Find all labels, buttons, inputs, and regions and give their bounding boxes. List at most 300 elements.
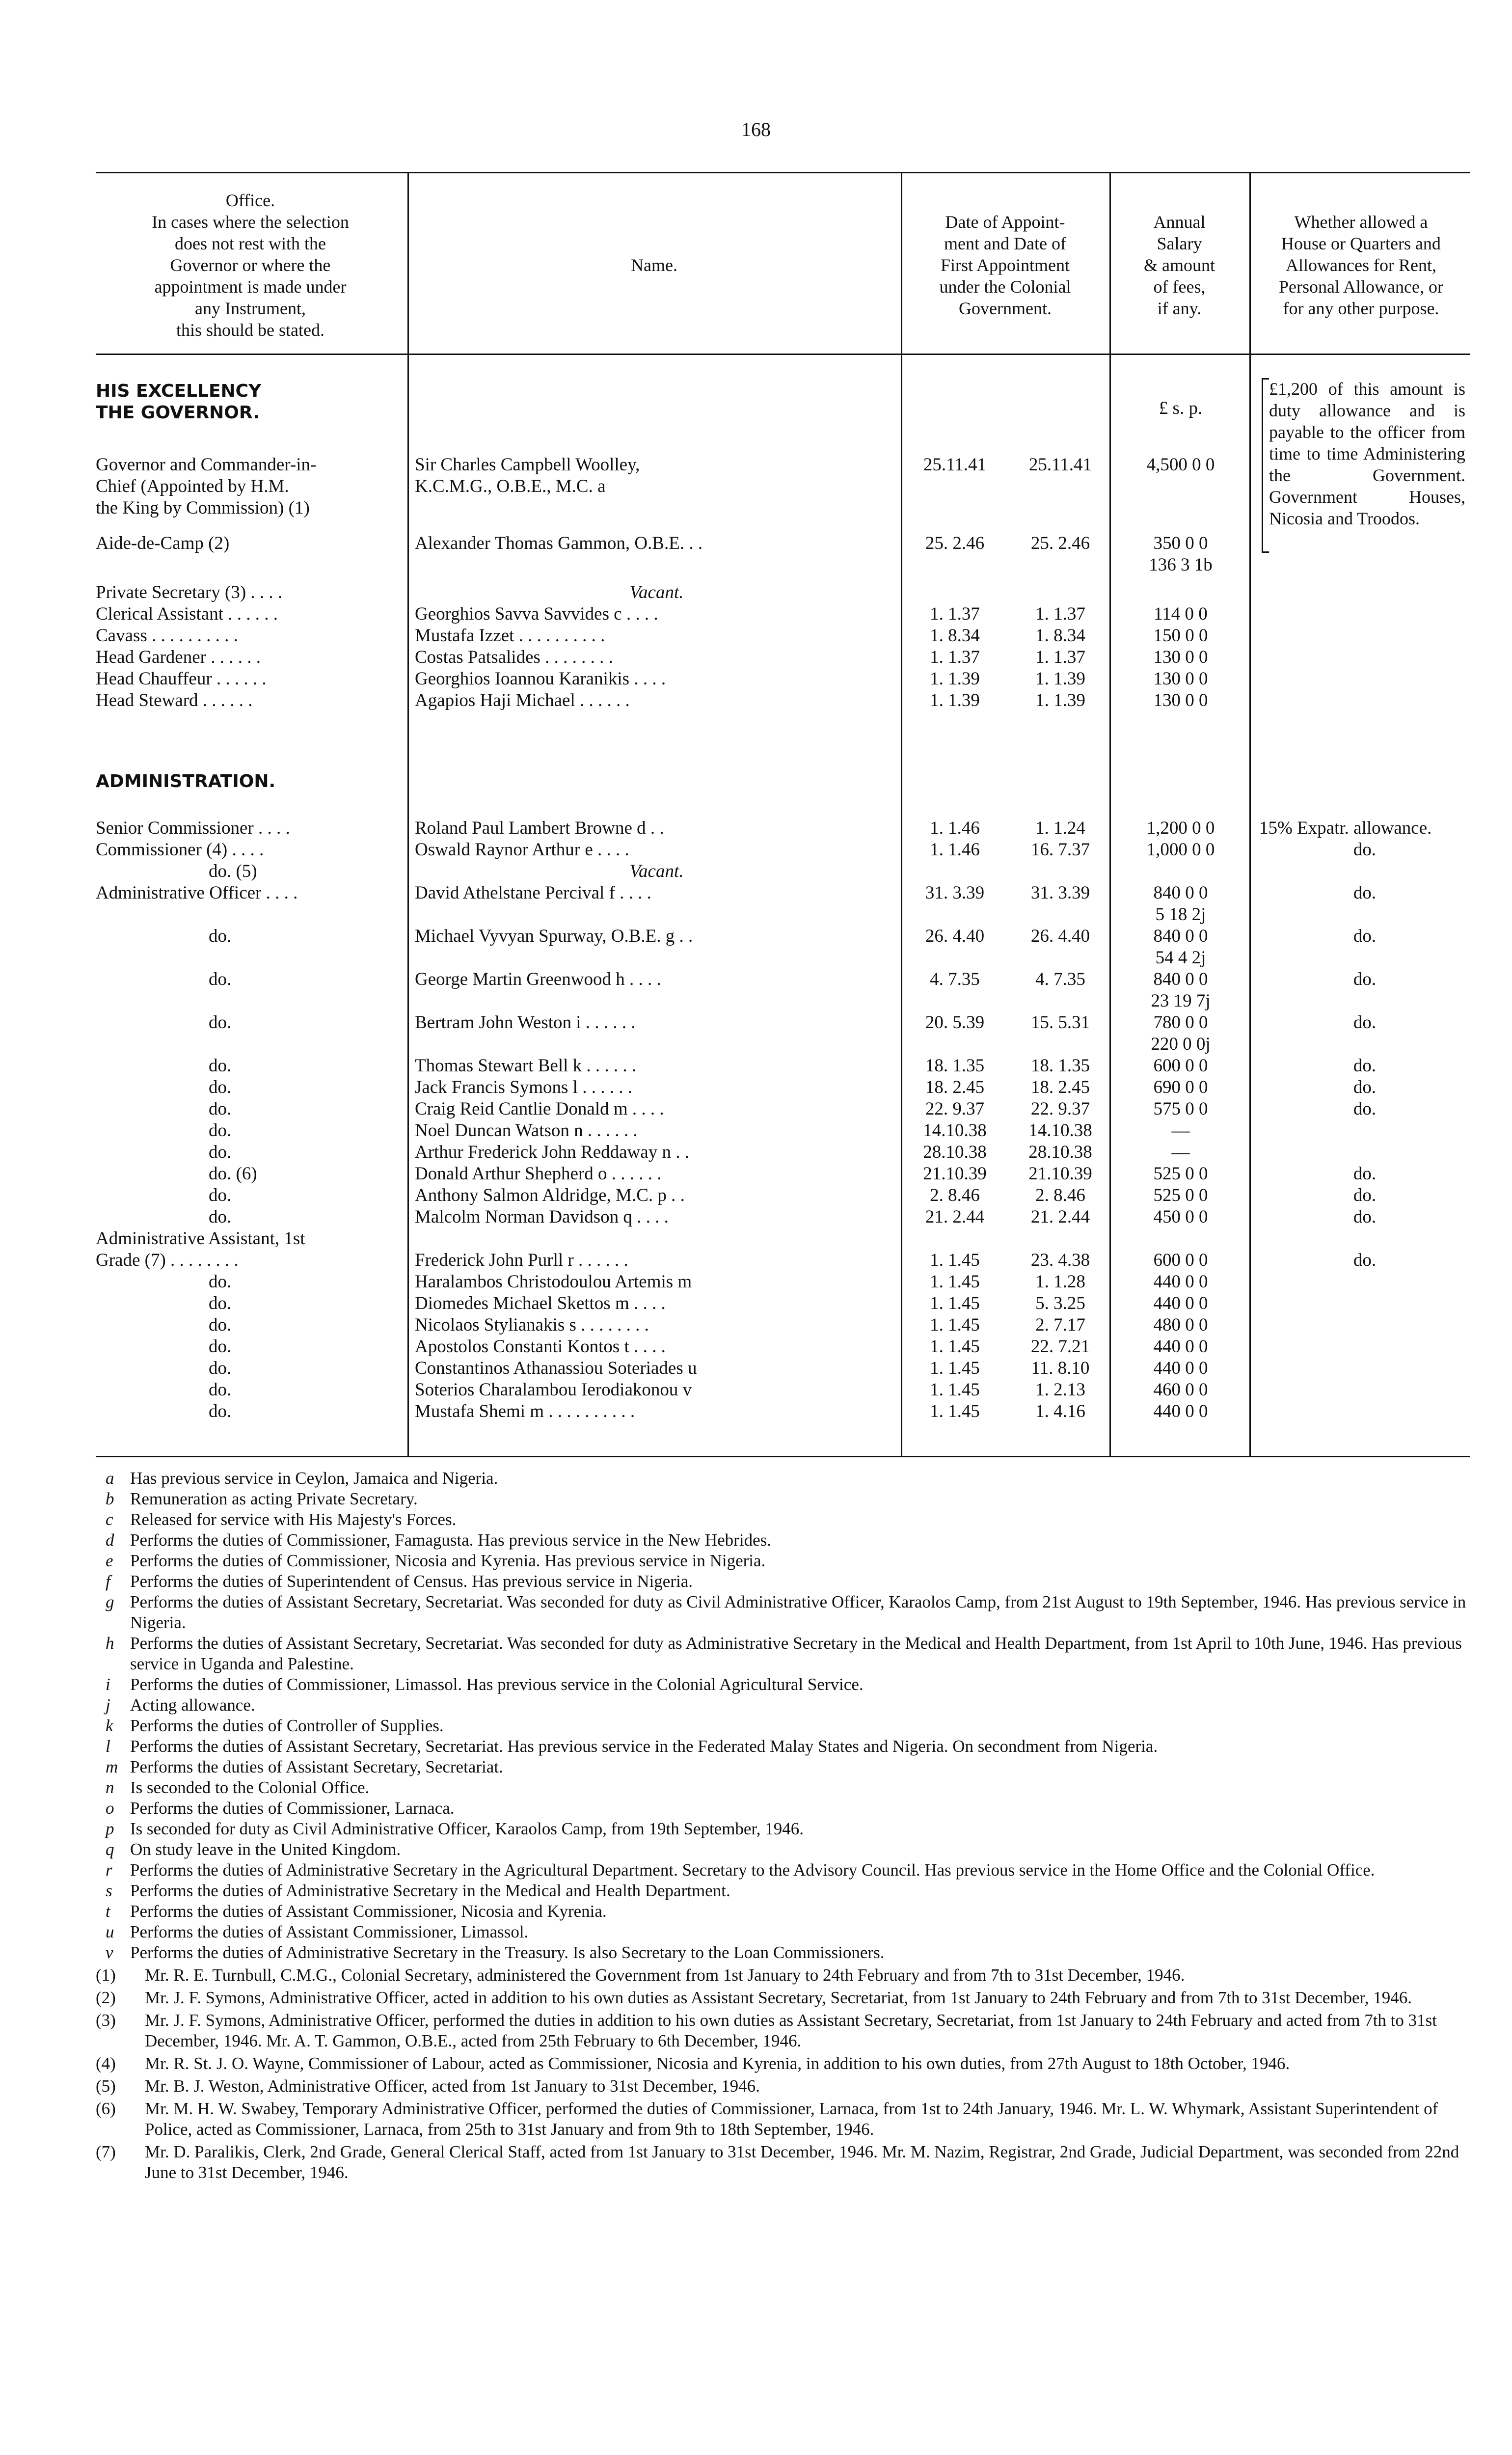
allowance-cell: do. bbox=[1353, 840, 1377, 860]
office-cell: Head Gardener . . . . . . bbox=[96, 647, 261, 667]
footnote bbox=[96, 1530, 1470, 1551]
first-appointment-date-cell: 18. 1.35 bbox=[1030, 1056, 1090, 1076]
name-cell: Oswald Raynor Arthur e . . . . bbox=[415, 840, 629, 860]
name-cell: Craig Reid Cantlie Donald m . . . . bbox=[415, 1099, 664, 1119]
appointment-date-cell: 1. 1.39 bbox=[930, 669, 980, 689]
header-name: Name. bbox=[631, 255, 677, 275]
allowance-cell: do. bbox=[1353, 1099, 1377, 1119]
footnote-text: On study leave in the United Kingdom. bbox=[130, 1840, 401, 1859]
footnote bbox=[96, 1489, 1470, 1509]
allowance-cell: do. bbox=[1353, 883, 1377, 903]
office-cell: Senior Commissioner . . . . bbox=[96, 818, 290, 838]
footnote bbox=[96, 1965, 1470, 1986]
first-appointment-date-cell: 14.10.38 bbox=[1028, 1120, 1092, 1141]
office-cell: do. bbox=[209, 1207, 232, 1227]
first-appointment-date-cell: 5. 3.25 bbox=[1035, 1293, 1085, 1313]
table-row bbox=[96, 882, 1470, 904]
appointment-date-cell: 1. 1.45 bbox=[930, 1293, 980, 1313]
footnote-text: Performs the duties of Assistant Secretary, Secretariat. Was seconded for duty as Civil Administrative Officer, Karaolos Camp, from 21st August to 19th September, 1946. Has previous service in Nigeria. bbox=[130, 1592, 1466, 1632]
allowance-cell: do. bbox=[1353, 1250, 1377, 1270]
footnote-text: Performs the duties of Assistant Secretary, Secretariat. Was seconded for duty as Administrative Secretary in the Medical and Health Department, from 1st April to 10th June, 1946. Has previous service in Uganda and Palestine. bbox=[130, 1634, 1462, 1673]
first-appointment-date-cell: 23. 4.38 bbox=[1030, 1250, 1090, 1270]
salary-cell: 130 0 0 bbox=[1153, 669, 1208, 689]
salary-cell: — bbox=[1171, 1142, 1190, 1162]
footnote-text: Performs the duties of Commissioner, Famagusta. Has previous service in the New Hebrides. bbox=[130, 1530, 771, 1550]
table-row bbox=[96, 533, 1470, 554]
footnote-marker: e bbox=[106, 1551, 113, 1570]
page-number: 168 bbox=[741, 118, 771, 140]
footnote bbox=[96, 1509, 1470, 1530]
appointment-date-cell: 1. 1.45 bbox=[930, 1358, 980, 1378]
footnote-marker: g bbox=[106, 1592, 114, 1611]
office-cell: do. bbox=[209, 1337, 232, 1357]
footnote-marker: (1) bbox=[96, 1965, 116, 1985]
table-row bbox=[96, 1314, 1470, 1336]
footnote bbox=[96, 1881, 1470, 1901]
office-cell: do. bbox=[209, 1315, 232, 1335]
appointment-date-cell: 21. 2.44 bbox=[925, 1207, 985, 1227]
salary-cell: 840 0 0 bbox=[1153, 926, 1208, 946]
name-cell: Michael Vyvyan Spurway, O.B.E. g . . bbox=[415, 926, 693, 946]
footnote-text: Released for service with His Majesty's Forces. bbox=[130, 1510, 457, 1529]
name-cell: Vacant. bbox=[629, 582, 684, 602]
table-row bbox=[96, 947, 1470, 969]
appointment-date-cell: 14.10.38 bbox=[923, 1120, 987, 1141]
office-cell: Chief (Appointed by H.M. bbox=[96, 476, 289, 496]
salary-cell: 600 0 0 bbox=[1153, 1056, 1208, 1076]
salary-cell: 1,000 0 0 bbox=[1146, 840, 1215, 860]
appointment-date-cell: 18. 1.35 bbox=[925, 1056, 985, 1076]
footnote-marker: q bbox=[106, 1840, 114, 1859]
table-row bbox=[96, 454, 1470, 476]
salary-cell: 450 0 0 bbox=[1153, 1207, 1208, 1227]
salary-cell: 780 0 0 bbox=[1153, 1012, 1208, 1033]
footnote-text: Acting allowance. bbox=[130, 1695, 255, 1715]
footnote-marker: f bbox=[106, 1572, 110, 1591]
table-row bbox=[96, 1034, 1470, 1055]
footnote-text: Performs the duties of Assistant Commissioner, Limassol. bbox=[130, 1922, 529, 1941]
office-cell: do. (6) bbox=[209, 1164, 257, 1184]
first-appointment-date-cell: 15. 5.31 bbox=[1030, 1012, 1090, 1033]
footnote-marker: d bbox=[106, 1530, 114, 1550]
table-row bbox=[96, 1293, 1470, 1314]
appointment-date-cell: 21.10.39 bbox=[923, 1164, 987, 1184]
table-row bbox=[96, 818, 1470, 839]
appointment-date-cell: 1. 1.45 bbox=[930, 1401, 980, 1421]
footnote bbox=[96, 1736, 1470, 1757]
office-cell: Administrative Assistant, 1st bbox=[96, 1228, 305, 1249]
footnote-marker: v bbox=[106, 1943, 113, 1962]
office-cell: Head Chauffeur . . . . . . bbox=[96, 669, 267, 689]
allowance-cell: do. bbox=[1353, 1077, 1377, 1097]
name-cell: Malcolm Norman Davidson q . . . . bbox=[415, 1207, 669, 1227]
footnote-marker: n bbox=[106, 1778, 114, 1797]
footnote-text: Is seconded for duty as Civil Administrative Officer, Karaolos Camp, from 19th September, 1946. bbox=[130, 1819, 804, 1838]
footnote-text: Performs the duties of Assistant Secretary, Secretariat. bbox=[130, 1757, 503, 1776]
footnote bbox=[96, 1901, 1470, 1922]
office-cell: Private Secretary (3) . . . . bbox=[96, 582, 283, 602]
header-office: Office. In cases where the selection does not rest with the Governor or where the appointment is made under any Instrument, this should be stated. bbox=[152, 191, 349, 340]
office-cell: Governor and Commander-in- bbox=[96, 455, 317, 475]
name-cell: Diomedes Michael Skettos m . . . . bbox=[415, 1293, 666, 1313]
table-row bbox=[96, 1098, 1470, 1120]
footnote bbox=[96, 1674, 1470, 1695]
first-appointment-date-cell: 4. 7.35 bbox=[1035, 969, 1085, 989]
name-cell: Roland Paul Lambert Browne d . . bbox=[415, 818, 664, 838]
first-appointment-date-cell: 1. 2.13 bbox=[1035, 1380, 1085, 1400]
footnote-marker: t bbox=[106, 1902, 110, 1921]
table-row bbox=[96, 603, 1470, 625]
table-row bbox=[96, 625, 1470, 647]
name-cell: Thomas Stewart Bell k . . . . . . bbox=[415, 1056, 637, 1076]
first-appointment-date-cell: 1. 4.16 bbox=[1035, 1401, 1085, 1421]
table-row bbox=[96, 1271, 1470, 1293]
footnote bbox=[96, 1551, 1470, 1571]
footnote-marker: u bbox=[106, 1922, 114, 1941]
table-row bbox=[96, 839, 1470, 861]
first-appointment-date-cell: 26. 4.40 bbox=[1030, 926, 1090, 946]
salary-cell: 130 0 0 bbox=[1153, 647, 1208, 667]
name-cell: Donald Arthur Shepherd o . . . . . . bbox=[415, 1164, 662, 1184]
first-appointment-date-cell: 1. 1.37 bbox=[1035, 647, 1085, 667]
salary-cell: 1,200 0 0 bbox=[1146, 818, 1215, 838]
footnote bbox=[96, 1571, 1470, 1592]
allowance-cell: do. bbox=[1353, 1207, 1377, 1227]
footnote-text: Performs the duties of Commissioner, Larnaca. bbox=[130, 1799, 455, 1818]
table-row bbox=[96, 1379, 1470, 1401]
appointment-date-cell: 1. 1.45 bbox=[930, 1315, 980, 1335]
salary-cell: 150 0 0 bbox=[1153, 626, 1208, 646]
footnote bbox=[96, 1988, 1470, 2008]
footnote-marker: r bbox=[106, 1860, 112, 1880]
first-appointment-date-cell: 25.11.41 bbox=[1028, 455, 1092, 475]
footnote bbox=[96, 2010, 1470, 2051]
footnote bbox=[96, 1819, 1470, 1839]
appointment-date-cell: 1. 1.45 bbox=[930, 1272, 980, 1292]
name-cell: Noel Duncan Watson n . . . . . . bbox=[415, 1120, 638, 1141]
name-cell: Vacant. bbox=[629, 861, 684, 881]
name-cell: George Martin Greenwood h . . . . bbox=[415, 969, 661, 989]
table-row bbox=[96, 497, 1470, 519]
footnote-text: Performs the duties of Administrative Secretary in the Medical and Health Department. bbox=[130, 1881, 730, 1900]
table-row bbox=[96, 1401, 1470, 1422]
header-bottom-rule bbox=[96, 354, 1470, 355]
table-row bbox=[96, 1206, 1470, 1228]
table-row bbox=[96, 1358, 1470, 1379]
footnote bbox=[96, 2076, 1470, 2097]
footnote bbox=[96, 2142, 1470, 2183]
footnote-marker: c bbox=[106, 1510, 113, 1529]
governor-allowance-note: £1,200 of this amount is duty allowance and is payable to the officer from time to time Administering the Government. Government Houses, Nicosia and Troodos. bbox=[1269, 379, 1465, 528]
section-administration: ADMINISTRATION. bbox=[96, 771, 276, 791]
allowance-cell: do. bbox=[1353, 926, 1377, 946]
footnote-text: Remuneration as acting Private Secretary. bbox=[130, 1489, 418, 1508]
office-cell: do. bbox=[209, 926, 232, 946]
footnote bbox=[96, 1468, 1470, 1489]
salary-cell: 440 0 0 bbox=[1153, 1293, 1208, 1313]
footnote-marker: m bbox=[106, 1757, 118, 1776]
appointment-date-cell: 1. 1.37 bbox=[930, 647, 980, 667]
footnote-text: Mr. R. St. J. O. Wayne, Commissioner of Labour, acted as Commissioner, Nicosia and Kyrenia, in addition to his own duties, from 27th August to 18th October, 1946. bbox=[145, 2054, 1290, 2073]
name-cell: Georghios Savva Savvides c . . . . bbox=[415, 604, 658, 624]
footnote bbox=[96, 1777, 1470, 1798]
footnote-text: Mr. J. F. Symons, Administrative Officer, acted in addition to his own duties as Assistant Secretary, Secretariat, from 1st January to 24th February and from 7th to 31st December, 1946. bbox=[145, 1988, 1412, 2007]
footnote-text: Is seconded to the Colonial Office. bbox=[130, 1778, 370, 1797]
table-row bbox=[96, 1163, 1470, 1185]
footnote-marker: (4) bbox=[96, 2054, 116, 2073]
table-row bbox=[96, 1250, 1470, 1271]
footnote-marker: o bbox=[106, 1799, 114, 1818]
header-salary: Annual Salary & amount of fees, if any. bbox=[1144, 212, 1215, 318]
footnote-text: Performs the duties of Commissioner, Limassol. Has previous service in the Colonial Agricultural Service. bbox=[130, 1675, 864, 1694]
salary-cell: 600 0 0 bbox=[1153, 1250, 1208, 1270]
salary-cell: 840 0 0 bbox=[1153, 883, 1208, 903]
allowance-cell: do. bbox=[1353, 1056, 1377, 1076]
footnote-marker: s bbox=[106, 1881, 112, 1900]
first-appointment-date-cell: 2. 8.46 bbox=[1035, 1185, 1085, 1205]
appointment-date-cell: 1. 1.46 bbox=[930, 818, 980, 838]
footnote bbox=[96, 1860, 1470, 1881]
staff-table bbox=[96, 172, 1470, 1458]
name-cell: Alexander Thomas Gammon, O.B.E. . . bbox=[415, 533, 703, 553]
appointment-date-cell: 1. 1.45 bbox=[930, 1250, 980, 1270]
appointment-date-cell: 20. 5.39 bbox=[925, 1012, 985, 1033]
name-cell: Mustafa Shemi m . . . . . . . . . . bbox=[415, 1401, 635, 1421]
first-appointment-date-cell: 22. 7.21 bbox=[1030, 1337, 1090, 1357]
office-cell: the King by Commission) (1) bbox=[96, 498, 310, 518]
table-row bbox=[96, 690, 1470, 711]
office-cell: do. bbox=[209, 1120, 232, 1141]
appointment-date-cell: 26. 4.40 bbox=[925, 926, 985, 946]
footnote-marker: a bbox=[106, 1469, 114, 1488]
office-cell: Grade (7) . . . . . . . . bbox=[96, 1250, 239, 1270]
appointment-date-cell: 4. 7.35 bbox=[930, 969, 980, 989]
table-row bbox=[96, 1185, 1470, 1206]
appointment-date-cell: 1. 8.34 bbox=[930, 626, 980, 646]
salary-cell: — bbox=[1171, 1120, 1190, 1141]
salary-cell: 136 3 1b bbox=[1149, 555, 1213, 575]
salary-cell: 575 0 0 bbox=[1153, 1099, 1208, 1119]
table-row bbox=[96, 990, 1470, 1012]
name-cell: Anthony Salmon Aldridge, M.C. p . . bbox=[415, 1185, 685, 1205]
salary-cell: 440 0 0 bbox=[1153, 1358, 1208, 1378]
footnote-marker: l bbox=[106, 1737, 110, 1756]
salary-cell: 525 0 0 bbox=[1153, 1185, 1208, 1205]
table-row bbox=[96, 1012, 1470, 1034]
office-cell: do. bbox=[209, 1012, 232, 1033]
footnote-marker: b bbox=[106, 1489, 114, 1508]
table-row bbox=[96, 1228, 1470, 1250]
office-cell: do. bbox=[209, 1358, 232, 1378]
table-row bbox=[96, 861, 1470, 882]
footnote-text: Mr. M. H. W. Swabey, Temporary Administrative Officer, performed the duties of Commissioner, Larnaca, from 1st to 24th January, 1946. Mr. L. W. Whymark, Assistant Superintendent of Police, acted as Commissioner, Larnaca, from 25th to 31st January and from 9th to 18th September, 1946. bbox=[145, 2099, 1438, 2139]
footnote-marker: (5) bbox=[96, 2076, 116, 2096]
salary-cell: 840 0 0 bbox=[1153, 969, 1208, 989]
table-row bbox=[96, 1120, 1470, 1142]
name-cell: Nicolaos Stylianakis s . . . . . . . . bbox=[415, 1315, 649, 1335]
footnote-marker: (7) bbox=[96, 2142, 116, 2161]
office-cell: do. bbox=[209, 1293, 232, 1313]
salary-cell: 480 0 0 bbox=[1153, 1315, 1208, 1335]
appointment-date-cell: 25. 2.46 bbox=[925, 533, 985, 553]
name-cell: Agapios Haji Michael . . . . . . bbox=[415, 690, 630, 710]
office-cell: Clerical Assistant . . . . . . bbox=[96, 604, 278, 624]
first-appointment-date-cell: 1. 1.37 bbox=[1035, 604, 1085, 624]
name-cell: Jack Francis Symons l . . . . . . bbox=[415, 1077, 632, 1097]
table-row bbox=[96, 1055, 1470, 1077]
letter-footnotes bbox=[96, 1468, 1470, 1963]
office-cell: do. bbox=[209, 1077, 232, 1097]
salary-cell: 54 4 2j bbox=[1155, 948, 1206, 968]
office-cell: do. bbox=[209, 1272, 232, 1292]
first-appointment-date-cell: 25. 2.46 bbox=[1030, 533, 1090, 553]
salary-cell: 23 19 7j bbox=[1151, 991, 1211, 1011]
salary-cell: 525 0 0 bbox=[1153, 1164, 1208, 1184]
appointment-date-cell: 2. 8.46 bbox=[930, 1185, 980, 1205]
appointment-date-cell: 1. 1.45 bbox=[930, 1380, 980, 1400]
appointment-date-cell: 18. 2.45 bbox=[925, 1077, 985, 1097]
allowance-cell: do. bbox=[1353, 969, 1377, 989]
footnote-text: Performs the duties of Commissioner, Nicosia and Kyrenia. Has previous service in Nigeria. bbox=[130, 1551, 766, 1570]
footnote-marker: (2) bbox=[96, 1988, 116, 2007]
table-row bbox=[96, 926, 1470, 947]
first-appointment-date-cell: 21. 2.44 bbox=[1030, 1207, 1090, 1227]
table-row bbox=[96, 1336, 1470, 1358]
currency-header: £ s. p. bbox=[1159, 398, 1203, 418]
footnote-text: Mr. J. F. Symons, Administrative Officer, performed the duties in addition to his own duties as Assistant Secretary, Secretariat, from 1st January to 24th February and acted from 7th to 31st December, 1946. Mr. A. T. Gammon, O.B.E., acted from 25th February to 6th December, 1946. bbox=[145, 2011, 1437, 2050]
footnote bbox=[96, 1757, 1470, 1777]
first-appointment-date-cell: 21.10.39 bbox=[1028, 1164, 1092, 1184]
footnote-text: Performs the duties of Superintendent of Census. Has previous service in Nigeria. bbox=[130, 1572, 693, 1591]
table-row bbox=[96, 969, 1470, 990]
footnote bbox=[96, 1798, 1470, 1819]
allowance-cell: do. bbox=[1353, 1164, 1377, 1184]
table-row bbox=[96, 647, 1470, 668]
first-appointment-date-cell: 28.10.38 bbox=[1028, 1142, 1092, 1162]
name-cell: Apostolos Constanti Kontos t . . . . bbox=[415, 1337, 666, 1357]
table-top-rule bbox=[96, 172, 1470, 173]
salary-cell: 5 18 2j bbox=[1155, 904, 1206, 925]
appointment-date-cell: 28.10.38 bbox=[923, 1142, 987, 1162]
footnote bbox=[96, 1942, 1470, 1963]
table-row bbox=[96, 668, 1470, 690]
allowance-cell: 15% Expatr. allowance. bbox=[1259, 818, 1432, 838]
footnote bbox=[96, 2099, 1470, 2140]
salary-cell: 440 0 0 bbox=[1153, 1337, 1208, 1357]
footnote-text: Performs the duties of Assistant Commissioner, Nicosia and Kyrenia. bbox=[130, 1902, 607, 1921]
footnote bbox=[96, 1839, 1470, 1860]
header-date: Date of Appoint- ment and Date of First Appointment under the Colonial Government. bbox=[939, 212, 1071, 318]
name-cell: David Athelstane Percival f . . . . bbox=[415, 883, 651, 903]
header-allowance: Whether allowed a House or Quarters and Allowances for Rent, Personal Allowance, or for any other purpose. bbox=[1279, 212, 1443, 318]
office-cell: do. bbox=[209, 969, 232, 989]
footnote-text: Mr. D. Paralikis, Clerk, 2nd Grade, General Clerical Staff, acted from 1st January to 31st December, 1946. Mr. M. Nazim, Registrar, 2nd Grade, Judicial Department, was seconded from 22nd June to 31st December, 1946. bbox=[145, 2142, 1459, 2182]
salary-cell: 114 0 0 bbox=[1154, 604, 1208, 624]
first-appointment-date-cell: 1. 1.39 bbox=[1035, 690, 1085, 710]
table-bottom-rule bbox=[96, 1456, 1470, 1457]
footnote-marker: (3) bbox=[96, 2011, 116, 2030]
name-cell: Arthur Frederick John Reddaway n . . bbox=[415, 1142, 689, 1162]
allowance-cell: do. bbox=[1353, 1012, 1377, 1033]
salary-cell: 440 0 0 bbox=[1153, 1401, 1208, 1421]
first-appointment-date-cell: 31. 3.39 bbox=[1030, 883, 1090, 903]
office-cell: Cavass . . . . . . . . . . bbox=[96, 626, 238, 646]
name-cell: Sir Charles Campbell Woolley, bbox=[415, 455, 640, 475]
allowance-cell: do. bbox=[1353, 1185, 1377, 1205]
footnote-text: Mr. R. E. Turnbull, C.M.G., Colonial Secretary, administered the Government from 1st January to 24th February and from 7th to 31st December, 1946. bbox=[145, 1965, 1185, 1985]
appointment-date-cell: 31. 3.39 bbox=[925, 883, 985, 903]
name-cell: Mustafa Izzet . . . . . . . . . . bbox=[415, 626, 605, 646]
appointment-date-cell: 1. 1.37 bbox=[930, 604, 980, 624]
first-appointment-date-cell: 2. 7.17 bbox=[1035, 1315, 1085, 1335]
first-appointment-date-cell: 18. 2.45 bbox=[1030, 1077, 1090, 1097]
first-appointment-date-cell: 1. 1.24 bbox=[1035, 818, 1085, 838]
table-row bbox=[96, 476, 1470, 497]
appointment-date-cell: 22. 9.37 bbox=[925, 1099, 985, 1119]
first-appointment-date-cell: 1. 8.34 bbox=[1035, 626, 1085, 646]
table-row bbox=[96, 582, 1470, 603]
office-cell: do. bbox=[209, 1380, 232, 1400]
name-cell: Constantinos Athanassiou Soteriades u bbox=[415, 1358, 697, 1378]
footnotes bbox=[96, 1468, 1470, 2183]
footnote-text: Mr. B. J. Weston, Administrative Officer, acted from 1st January to 31st December, 1946. bbox=[145, 2076, 760, 2096]
name-cell: Bertram John Weston i . . . . . . bbox=[415, 1012, 636, 1033]
table-row bbox=[96, 1142, 1470, 1163]
first-appointment-date-cell: 22. 9.37 bbox=[1030, 1099, 1090, 1119]
footnote-text: Performs the duties of Administrative Secretary in the Agricultural Department. Secretary to the Advisory Council. Has previous service in the Home Office and the Colonial Office. bbox=[130, 1860, 1375, 1880]
footnote-text: Performs the duties of Controller of Supplies. bbox=[130, 1716, 444, 1735]
first-appointment-date-cell: 1. 1.28 bbox=[1035, 1272, 1085, 1292]
name-cell: Haralambos Christodoulou Artemis m bbox=[415, 1272, 692, 1292]
office-cell: Commissioner (4) . . . . bbox=[96, 840, 264, 860]
name-cell: K.C.M.G., O.B.E., M.C. a bbox=[415, 476, 606, 496]
footnote-text: Has previous service in Ceylon, Jamaica and Nigeria. bbox=[130, 1469, 498, 1488]
footnote-marker: (6) bbox=[96, 2099, 116, 2118]
name-cell: Frederick John Purll r . . . . . . bbox=[415, 1250, 628, 1270]
footnote-text: Performs the duties of Assistant Secretary, Secretariat. Has previous service in the Federated Malay States and Nigeria. On secondment from Nigeria. bbox=[130, 1737, 1158, 1756]
office-cell: do. bbox=[209, 1185, 232, 1205]
footnote-marker: p bbox=[106, 1819, 114, 1838]
name-cell: Georghios Ioannou Karanikis . . . . bbox=[415, 669, 666, 689]
first-appointment-date-cell: 16. 7.37 bbox=[1030, 840, 1090, 860]
office-cell: Aide-de-Camp (2) bbox=[96, 533, 230, 553]
office-cell: do. (5) bbox=[209, 861, 257, 881]
salary-cell: 690 0 0 bbox=[1153, 1077, 1208, 1097]
salary-cell: 130 0 0 bbox=[1153, 690, 1208, 710]
salary-cell: 220 0 0j bbox=[1151, 1034, 1211, 1054]
first-appointment-date-cell: 11. 8.10 bbox=[1031, 1358, 1090, 1378]
office-cell: do. bbox=[209, 1056, 232, 1076]
office-cell: Head Steward . . . . . . bbox=[96, 690, 253, 710]
footnote-text: Performs the duties of Administrative Secretary in the Treasury. Is also Secretary to the Loan Commissioners. bbox=[130, 1943, 885, 1962]
footnote-marker: j bbox=[106, 1695, 110, 1715]
footnote bbox=[96, 1695, 1470, 1716]
footnote-marker: i bbox=[106, 1675, 110, 1694]
appointment-date-cell: 1. 1.39 bbox=[930, 690, 980, 710]
office-cell: do. bbox=[209, 1401, 232, 1421]
table-row bbox=[96, 904, 1470, 926]
first-appointment-date-cell: 1. 1.39 bbox=[1035, 669, 1085, 689]
office-cell: do. bbox=[209, 1099, 232, 1119]
name-cell: Soterios Charalambou Ierodiakonou v bbox=[415, 1380, 692, 1400]
office-cell: Administrative Officer . . . . bbox=[96, 883, 298, 903]
salary-cell: 440 0 0 bbox=[1153, 1272, 1208, 1292]
appointment-date-cell: 1. 1.46 bbox=[930, 840, 980, 860]
section-governor: HIS EXCELLENCY THE GOVERNOR. bbox=[96, 381, 262, 423]
office-cell: do. bbox=[209, 1142, 232, 1162]
footnote-marker: h bbox=[106, 1634, 114, 1653]
salary-cell: 460 0 0 bbox=[1153, 1380, 1208, 1400]
